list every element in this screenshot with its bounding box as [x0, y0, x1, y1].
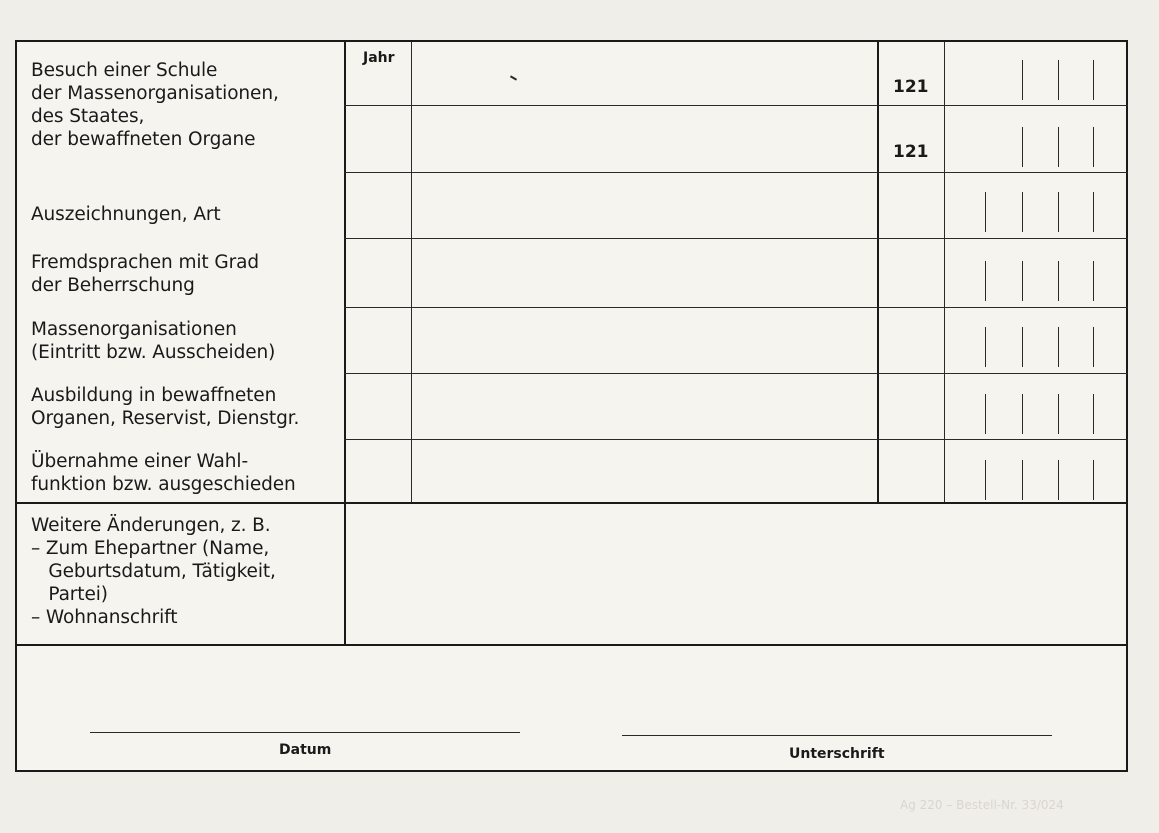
- pen-mark: [510, 75, 517, 80]
- tick: [1093, 460, 1094, 500]
- tick: [1058, 60, 1059, 100]
- divider-code-box: [944, 42, 945, 502]
- tick: [1093, 127, 1094, 167]
- row-line-1: [344, 105, 1128, 106]
- tick: [1022, 327, 1023, 367]
- tick: [1022, 460, 1023, 500]
- tick: [1093, 192, 1094, 232]
- row-line-5: [344, 373, 1128, 374]
- code-121-a: 121: [893, 77, 929, 97]
- label-election: Übernahme einer Wahl- funktion bzw. ausgeschieden: [31, 451, 296, 495]
- signature-label: Unterschrift: [789, 746, 885, 762]
- tick: [1058, 394, 1059, 434]
- date-label: Datum: [279, 742, 332, 758]
- divider-code-col: [877, 42, 879, 502]
- label-awards: Auszeichnungen, Art: [31, 204, 221, 225]
- tick: [1093, 261, 1094, 301]
- divider-label-col: [344, 42, 346, 644]
- tick: [985, 327, 986, 367]
- code-121-b: 121: [893, 142, 929, 162]
- row-line-3: [344, 238, 1128, 239]
- divider-year-col: [411, 42, 412, 502]
- tick: [1022, 127, 1023, 167]
- tick: [1022, 192, 1023, 232]
- tick: [1093, 327, 1094, 367]
- year-header: Jahr: [363, 50, 395, 66]
- form-card: [15, 40, 1128, 772]
- tick: [985, 460, 986, 500]
- tick: [1022, 60, 1023, 100]
- tick: [1058, 327, 1059, 367]
- label-languages: Fremdsprachen mit Grad der Beherrschung: [31, 252, 259, 296]
- tick: [1022, 261, 1023, 301]
- tick: [1058, 261, 1059, 301]
- row-line-6: [344, 439, 1128, 440]
- tick: [1022, 394, 1023, 434]
- tick: [1058, 127, 1059, 167]
- section-line-2: [17, 644, 1128, 646]
- signature-line: [622, 735, 1052, 736]
- tick: [985, 261, 986, 301]
- label-mass-org: Massenorganisationen (Eintritt bzw. Ausscheiden): [31, 319, 276, 363]
- date-line: [90, 732, 520, 733]
- row-line-2: [344, 172, 1128, 173]
- tick: [1058, 192, 1059, 232]
- label-school: Besuch einer Schule der Massenorganisationen, des Staates, der bewaffneten Organe: [31, 60, 279, 150]
- tick: [985, 394, 986, 434]
- label-military: Ausbildung in bewaffneten Organen, Reservist, Dienstgr.: [31, 385, 300, 429]
- section-line-1: [17, 502, 1128, 504]
- tick: [985, 192, 986, 232]
- ghost-footer: Ag 220 – Bestell-Nr. 33/024: [900, 798, 1064, 812]
- label-further-changes: Weitere Änderungen, z. B. – Zum Ehepartner (Name, Geburtsdatum, Tätigkeit, Partei) – Wohnanschrift: [31, 515, 276, 628]
- tick: [1093, 60, 1094, 100]
- row-line-4: [344, 307, 1128, 308]
- tick: [1058, 460, 1059, 500]
- tick: [1093, 394, 1094, 434]
